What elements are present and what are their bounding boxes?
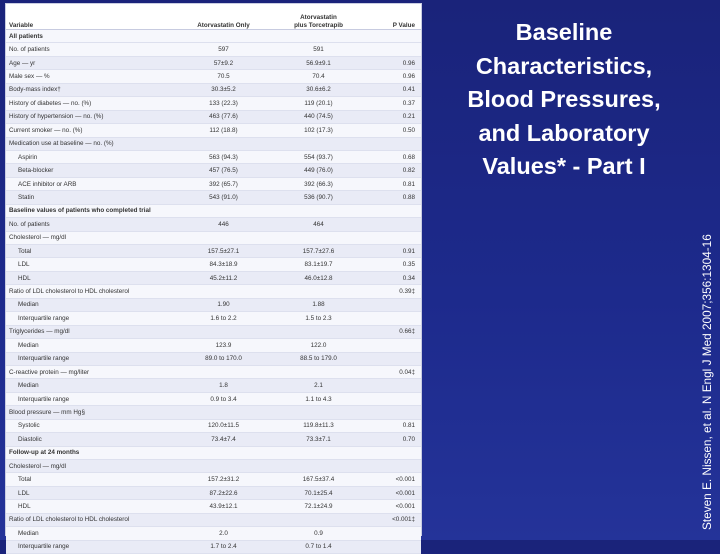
cell-atorvastatin-plus-torcetrapib: 464 xyxy=(271,218,366,231)
table-row xyxy=(6,513,421,526)
table-body xyxy=(6,30,421,554)
table-row xyxy=(6,56,421,69)
cell-atorvastatin-plus-torcetrapib xyxy=(271,204,366,217)
table-row xyxy=(6,392,421,405)
cell-p-value xyxy=(366,540,421,553)
table-row xyxy=(6,540,421,553)
cell-atorvastatin-plus-torcetrapib: 119 (20.1) xyxy=(271,97,366,110)
cell-variable: Blood pressure — mm Hg§ xyxy=(6,406,176,419)
cell-atorvastatin-only: 45.2±11.2 xyxy=(176,271,271,284)
cell-variable: All patients xyxy=(6,30,176,43)
cell-variable: Ratio of LDL cholesterol to HDL cholesterol xyxy=(6,513,176,526)
cell-atorvastatin-only: 1.90 xyxy=(176,298,271,311)
table-section-row xyxy=(6,446,421,459)
cell-variable: Cholesterol — mg/dl xyxy=(6,460,176,473)
table-row xyxy=(6,419,421,432)
cell-p-value: 0.41 xyxy=(366,83,421,96)
cell-atorvastatin-plus-torcetrapib: 0.9 xyxy=(271,527,366,540)
table-row xyxy=(6,285,421,298)
cell-p-value: <0.001 xyxy=(366,486,421,499)
table-row xyxy=(6,164,421,177)
cell-atorvastatin-only xyxy=(176,231,271,244)
cell-variable: Age — yr xyxy=(6,56,176,69)
cell-p-value xyxy=(366,231,421,244)
cell-p-value: <0.001 xyxy=(366,500,421,513)
cell-atorvastatin-plus-torcetrapib: 554 (93.7) xyxy=(271,150,366,163)
cell-variable: Median xyxy=(6,379,176,392)
cell-variable: Diastolic xyxy=(6,433,176,446)
cell-atorvastatin-plus-torcetrapib: 70.4 xyxy=(271,70,366,83)
title-line: Values* - Part I xyxy=(482,153,646,179)
cell-p-value: 0.96 xyxy=(366,56,421,69)
cell-atorvastatin-plus-torcetrapib xyxy=(271,325,366,338)
cell-atorvastatin-only: 2.0 xyxy=(176,527,271,540)
cell-atorvastatin-plus-torcetrapib xyxy=(271,285,366,298)
cell-atorvastatin-plus-torcetrapib: 2.1 xyxy=(271,379,366,392)
cell-variable: Follow-up at 24 months xyxy=(6,446,176,459)
header-variable: Variable xyxy=(6,4,176,30)
cell-atorvastatin-plus-torcetrapib xyxy=(271,460,366,473)
cell-variable: Medication use at baseline — no. (%) xyxy=(6,137,176,150)
cell-atorvastatin-plus-torcetrapib: 46.0±12.8 xyxy=(271,271,366,284)
cell-atorvastatin-only: 133 (22.3) xyxy=(176,97,271,110)
cell-atorvastatin-plus-torcetrapib xyxy=(271,406,366,419)
cell-atorvastatin-only: 70.5 xyxy=(176,70,271,83)
cell-atorvastatin-only xyxy=(176,446,271,459)
cell-variable: Median xyxy=(6,339,176,352)
cell-variable: HDL xyxy=(6,271,176,284)
table-row xyxy=(6,258,421,271)
cell-variable: History of diabetes — no. (%) xyxy=(6,97,176,110)
cell-p-value xyxy=(366,527,421,540)
cell-p-value: 0.37 xyxy=(366,97,421,110)
cell-variable: Median xyxy=(6,298,176,311)
header-p-value: P Value xyxy=(366,4,421,30)
slide-title xyxy=(430,16,698,184)
cell-atorvastatin-only: 1.6 to 2.2 xyxy=(176,312,271,325)
cell-variable: No. of patients xyxy=(6,43,176,56)
cell-p-value xyxy=(366,379,421,392)
table-row xyxy=(6,379,421,392)
cell-variable: Statin xyxy=(6,191,176,204)
header-atorvastatin-only: Atorvastatin Only xyxy=(176,4,271,30)
table-section-row xyxy=(6,204,421,217)
cell-p-value: 0.88 xyxy=(366,191,421,204)
table-row xyxy=(6,83,421,96)
table-row xyxy=(6,460,421,473)
table-row xyxy=(6,218,421,231)
cell-p-value xyxy=(366,392,421,405)
cell-atorvastatin-only xyxy=(176,325,271,338)
cell-variable: Aspirin xyxy=(6,150,176,163)
cell-variable: Ratio of LDL cholesterol to HDL cholesterol xyxy=(6,285,176,298)
table-section-row xyxy=(6,30,421,43)
table-row xyxy=(6,352,421,365)
baseline-characteristics-table-panel xyxy=(5,3,422,551)
cell-atorvastatin-only xyxy=(176,285,271,298)
table-row xyxy=(6,298,421,311)
cell-p-value: 0.96 xyxy=(366,70,421,83)
cell-atorvastatin-only: 112 (18.8) xyxy=(176,124,271,137)
cell-atorvastatin-only: 457 (76.5) xyxy=(176,164,271,177)
cell-variable: Total xyxy=(6,245,176,258)
cell-atorvastatin-only: 123.9 xyxy=(176,339,271,352)
table-row xyxy=(6,473,421,486)
cell-atorvastatin-only: 0.9 to 3.4 xyxy=(176,392,271,405)
cell-atorvastatin-plus-torcetrapib: 157.7±27.6 xyxy=(271,245,366,258)
cell-variable: Systolic xyxy=(6,419,176,432)
cell-p-value xyxy=(366,43,421,56)
cell-variable: HDL xyxy=(6,500,176,513)
cell-atorvastatin-plus-torcetrapib xyxy=(271,30,366,43)
cell-atorvastatin-only xyxy=(176,204,271,217)
cell-p-value: 0.39‡ xyxy=(366,285,421,298)
cell-atorvastatin-only: 30.3±5.2 xyxy=(176,83,271,96)
table-row xyxy=(6,406,421,419)
cell-p-value: 0.81 xyxy=(366,419,421,432)
cell-p-value: 0.81 xyxy=(366,177,421,190)
table-row xyxy=(6,110,421,123)
header-combo-line2: plus Torcetrapib xyxy=(294,21,343,29)
cell-atorvastatin-only: 73.4±7.4 xyxy=(176,433,271,446)
cell-atorvastatin-only: 563 (94.3) xyxy=(176,150,271,163)
cell-atorvastatin-only: 157.2±31.2 xyxy=(176,473,271,486)
cell-p-value: 0.66‡ xyxy=(366,325,421,338)
table-row xyxy=(6,245,421,258)
cell-atorvastatin-plus-torcetrapib: 449 (76.0) xyxy=(271,164,366,177)
cell-atorvastatin-only xyxy=(176,513,271,526)
cell-p-value: <0.001‡ xyxy=(366,513,421,526)
cell-p-value xyxy=(366,137,421,150)
table-row xyxy=(6,271,421,284)
cell-atorvastatin-only: 57±9.2 xyxy=(176,56,271,69)
cell-atorvastatin-only: 392 (65.7) xyxy=(176,177,271,190)
cell-atorvastatin-only: 89.0 to 170.0 xyxy=(176,352,271,365)
cell-atorvastatin-plus-torcetrapib: 167.5±37.4 xyxy=(271,473,366,486)
cell-variable: ACE inhibitor or ARB xyxy=(6,177,176,190)
cell-variable: Baseline values of patients who completed trial xyxy=(6,204,176,217)
cell-variable: Current smoker — no. (%) xyxy=(6,124,176,137)
cell-variable: Interquartile range xyxy=(6,392,176,405)
title-line: Baseline xyxy=(515,19,613,45)
cell-variable: Interquartile range xyxy=(6,540,176,553)
cell-variable: Median xyxy=(6,527,176,540)
table-row xyxy=(6,124,421,137)
cell-atorvastatin-plus-torcetrapib xyxy=(271,137,366,150)
cell-atorvastatin-only: 446 xyxy=(176,218,271,231)
cell-p-value xyxy=(366,204,421,217)
cell-atorvastatin-plus-torcetrapib: 1.5 to 2.3 xyxy=(271,312,366,325)
cell-p-value: 0.68 xyxy=(366,150,421,163)
table-row xyxy=(6,70,421,83)
cell-p-value xyxy=(366,30,421,43)
table-row xyxy=(6,365,421,378)
cell-atorvastatin-plus-torcetrapib: 440 (74.5) xyxy=(271,110,366,123)
cell-variable: Interquartile range xyxy=(6,352,176,365)
cell-atorvastatin-plus-torcetrapib: 56.9±9.1 xyxy=(271,56,366,69)
cell-atorvastatin-plus-torcetrapib: 30.6±6.2 xyxy=(271,83,366,96)
cell-atorvastatin-plus-torcetrapib: 392 (66.3) xyxy=(271,177,366,190)
cell-atorvastatin-only: 87.2±22.6 xyxy=(176,486,271,499)
cell-atorvastatin-only: 543 (91.0) xyxy=(176,191,271,204)
cell-variable: Male sex — % xyxy=(6,70,176,83)
cell-atorvastatin-plus-torcetrapib xyxy=(271,446,366,459)
cell-atorvastatin-plus-torcetrapib: 1.1 to 4.3 xyxy=(271,392,366,405)
header-combo-line1: Atorvastatin xyxy=(300,14,337,21)
cell-atorvastatin-plus-torcetrapib xyxy=(271,365,366,378)
table-row xyxy=(6,312,421,325)
cell-atorvastatin-only: 43.9±12.1 xyxy=(176,500,271,513)
citation: Steven E. Nissen, et al. N Engl J Med 2007;356:1304-16 xyxy=(700,234,714,530)
cell-atorvastatin-only: 120.0±11.5 xyxy=(176,419,271,432)
cell-atorvastatin-only: 463 (77.6) xyxy=(176,110,271,123)
table-row xyxy=(6,486,421,499)
cell-variable: C-reactive protein — mg/liter xyxy=(6,365,176,378)
table-row xyxy=(6,500,421,513)
cell-variable: No. of patients xyxy=(6,218,176,231)
table-row xyxy=(6,527,421,540)
title-line: and Laboratory xyxy=(478,119,650,146)
cell-variable: History of hypertension — no. (%) xyxy=(6,110,176,123)
cell-atorvastatin-only: 84.3±18.9 xyxy=(176,258,271,271)
cell-p-value: 0.21 xyxy=(366,110,421,123)
table-row xyxy=(6,150,421,163)
cell-atorvastatin-only xyxy=(176,137,271,150)
table-row xyxy=(6,325,421,338)
table-row xyxy=(6,177,421,190)
cell-p-value: 0.70 xyxy=(366,433,421,446)
cell-atorvastatin-plus-torcetrapib: 70.1±25.4 xyxy=(271,486,366,499)
cell-variable: Body-mass index† xyxy=(6,83,176,96)
table-row xyxy=(6,339,421,352)
cell-atorvastatin-only: 597 xyxy=(176,43,271,56)
cell-p-value: 0.91 xyxy=(366,245,421,258)
cell-variable: Beta-blocker xyxy=(6,164,176,177)
cell-atorvastatin-plus-torcetrapib: 83.1±19.7 xyxy=(271,258,366,271)
cell-atorvastatin-plus-torcetrapib: 122.0 xyxy=(271,339,366,352)
cell-p-value xyxy=(366,339,421,352)
cell-p-value xyxy=(366,218,421,231)
cell-atorvastatin-only xyxy=(176,460,271,473)
cell-variable: Triglycerides — mg/dl xyxy=(6,325,176,338)
cell-atorvastatin-only: 1.7 to 2.4 xyxy=(176,540,271,553)
cell-p-value xyxy=(366,352,421,365)
cell-atorvastatin-only xyxy=(176,30,271,43)
title-line: Characteristics, xyxy=(475,52,653,79)
cell-atorvastatin-plus-torcetrapib: 72.1±24.9 xyxy=(271,500,366,513)
table-row xyxy=(6,97,421,110)
cell-p-value xyxy=(366,298,421,311)
cell-p-value: 0.04‡ xyxy=(366,365,421,378)
table-row xyxy=(6,191,421,204)
cell-p-value: 0.50 xyxy=(366,124,421,137)
table-row xyxy=(6,43,421,56)
table-header xyxy=(6,4,421,30)
cell-atorvastatin-only: 157.5±27.1 xyxy=(176,245,271,258)
baseline-characteristics-table xyxy=(6,4,421,554)
table-row xyxy=(6,231,421,244)
cell-p-value xyxy=(366,446,421,459)
cell-variable: LDL xyxy=(6,486,176,499)
cell-p-value: 0.34 xyxy=(366,271,421,284)
cell-p-value xyxy=(366,460,421,473)
cell-atorvastatin-plus-torcetrapib: 536 (90.7) xyxy=(271,191,366,204)
cell-variable: Total xyxy=(6,473,176,486)
cell-atorvastatin-plus-torcetrapib: 591 xyxy=(271,43,366,56)
cell-variable: Cholesterol — mg/dl xyxy=(6,231,176,244)
cell-p-value xyxy=(366,406,421,419)
cell-atorvastatin-plus-torcetrapib: 73.3±7.1 xyxy=(271,433,366,446)
cell-atorvastatin-plus-torcetrapib: 102 (17.3) xyxy=(271,124,366,137)
table-row xyxy=(6,433,421,446)
cell-atorvastatin-only: 1.8 xyxy=(176,379,271,392)
cell-atorvastatin-plus-torcetrapib xyxy=(271,231,366,244)
header-atorvastatin-plus-torcetrapib xyxy=(271,4,366,30)
cell-atorvastatin-only xyxy=(176,365,271,378)
cell-atorvastatin-only xyxy=(176,406,271,419)
cell-p-value: 0.35 xyxy=(366,258,421,271)
cell-variable: Interquartile range xyxy=(6,312,176,325)
cell-p-value xyxy=(366,312,421,325)
cell-p-value: 0.82 xyxy=(366,164,421,177)
cell-p-value: <0.001 xyxy=(366,473,421,486)
cell-atorvastatin-plus-torcetrapib xyxy=(271,513,366,526)
title-line: Blood Pressures, xyxy=(467,86,661,112)
cell-atorvastatin-plus-torcetrapib: 0.7 to 1.4 xyxy=(271,540,366,553)
cell-atorvastatin-plus-torcetrapib: 88.5 to 179.0 xyxy=(271,352,366,365)
cell-variable: LDL xyxy=(6,258,176,271)
cell-atorvastatin-plus-torcetrapib: 119.8±11.3 xyxy=(271,419,366,432)
table-row xyxy=(6,137,421,150)
cell-atorvastatin-plus-torcetrapib: 1.88 xyxy=(271,298,366,311)
